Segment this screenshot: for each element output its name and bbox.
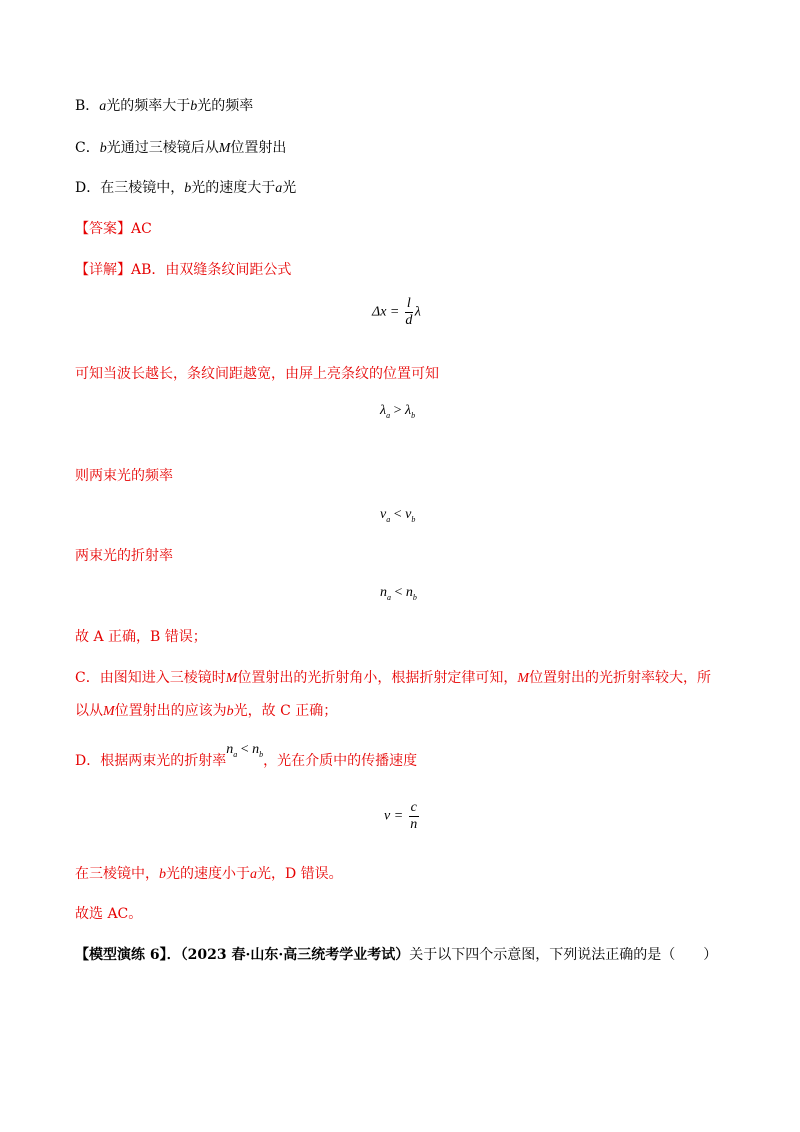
eq4-b: n [405, 585, 413, 600]
eq1-lhs: Δx = [372, 304, 400, 320]
eq5-denominator: n [410, 817, 418, 832]
eq1-denominator: d [405, 313, 413, 328]
option-b [75, 96, 253, 117]
inline-eq-op: < [237, 742, 253, 757]
answer-line: 【答案】AC [75, 221, 152, 237]
model-exercise-heading [75, 945, 717, 965]
text-refractive-index: 两束光的折射率 [75, 548, 173, 564]
eq3-a-sub: a [386, 515, 391, 524]
d2-part3: 光，D 错误。 [257, 866, 343, 882]
eq5-lhs: v = [384, 808, 404, 824]
option-c [75, 138, 286, 159]
var-b: b [184, 181, 192, 196]
equation-refractive-index [380, 585, 417, 602]
text-c-line1 [75, 668, 711, 689]
eq4-op: < [391, 585, 406, 600]
eq3-b: ν [405, 507, 412, 522]
var-b: b [159, 867, 166, 882]
option-d-text2: 光 [282, 180, 297, 196]
inline-eq-a-sub: a [233, 750, 238, 759]
option-d [75, 178, 296, 199]
inline-eq-b: n [252, 742, 260, 757]
equation-fringe-spacing [372, 296, 421, 329]
var-b: b [190, 99, 198, 114]
inline-equation [226, 742, 263, 757]
option-b-label: B． [75, 98, 100, 114]
text-c-line2 [75, 701, 337, 722]
var-m: M [517, 671, 530, 686]
option-d-label: D．在三棱镜中， [75, 180, 185, 196]
model-tag: 【模型演练 6】．（2023 春·山东·高三统考学业考试） [75, 947, 410, 963]
option-d-text1: 光的速度大于 [191, 180, 276, 196]
text-choice: 故选 AC。 [75, 906, 143, 922]
c2-part1: 以从 [75, 703, 103, 719]
option-b-text2: 光的频率 [197, 98, 254, 114]
eq2-a: λ [380, 403, 387, 418]
text-d-line [75, 742, 418, 777]
c2-part3: 光，故 C 正确； [233, 703, 338, 719]
eq1-numerator: l [406, 296, 411, 311]
c1-part1: C．由图知进入三棱镜时 [75, 670, 226, 686]
inline-eq-a: n [226, 742, 234, 757]
c1-part3: 位置射出的光折射率较大，所 [529, 670, 712, 686]
eq1-fraction [405, 296, 413, 329]
text-wavelength: 可知当波长越长，条纹间距越宽，由屏上亮条纹的位置可知 [75, 366, 439, 382]
eq2-a-sub: a [386, 411, 391, 420]
eq1-rhs: λ [414, 304, 421, 320]
var-m: M [103, 704, 115, 719]
c1-part2: 位置射出的光折射角小，根据折射定律可知， [237, 670, 518, 686]
eq4-b-sub: b [412, 593, 417, 602]
eq3-op: < [390, 507, 406, 522]
var-a: a [99, 99, 107, 114]
var-b: b [99, 141, 107, 156]
d-part1: D．根据两束光的折射率 [75, 753, 227, 769]
eq3-b-sub: b [411, 515, 416, 524]
option-b-text1: 光的频率大于 [106, 98, 191, 114]
var-a: a [275, 181, 283, 196]
var-b: b [226, 704, 234, 719]
equation-wavelength [380, 403, 415, 420]
var-m: M [218, 141, 231, 156]
var-a: a [250, 867, 257, 882]
d2-part2: 光的速度小于 [166, 866, 250, 882]
d-part2: ，光在介质中的传播速度 [263, 753, 418, 769]
equation-frequency [380, 507, 415, 524]
equation-velocity [384, 800, 421, 833]
text-d-conclusion [75, 864, 343, 885]
eq3-a: ν [380, 507, 387, 522]
c2-part2: 位置射出的应该为 [114, 703, 227, 719]
eq2-op: > [390, 403, 405, 418]
eq2-b-sub: b [411, 411, 416, 420]
option-c-label: C． [75, 140, 100, 156]
eq5-fraction [409, 800, 419, 833]
text-a-correct: 故 A 正确，B 错误； [75, 629, 207, 645]
detail-intro: 【详解】AB．由双缝条纹间距公式 [75, 262, 292, 278]
d2-part1: 在三棱镜中， [75, 866, 159, 882]
eq2-b: λ [404, 403, 412, 418]
eq5-numerator: c [410, 800, 417, 815]
text-frequency: 则两束光的频率 [75, 468, 173, 484]
var-m: M [225, 671, 238, 686]
model-question: 关于以下四个示意图，下列说法正确的是（ ） [409, 947, 718, 963]
option-c-text2: 位置射出 [230, 140, 287, 156]
inline-eq-b-sub: b [259, 750, 264, 759]
eq4-a-sub: a [387, 593, 391, 602]
option-c-text1: 光通过三棱镜后从 [106, 140, 219, 156]
eq4-a: n [380, 585, 387, 600]
